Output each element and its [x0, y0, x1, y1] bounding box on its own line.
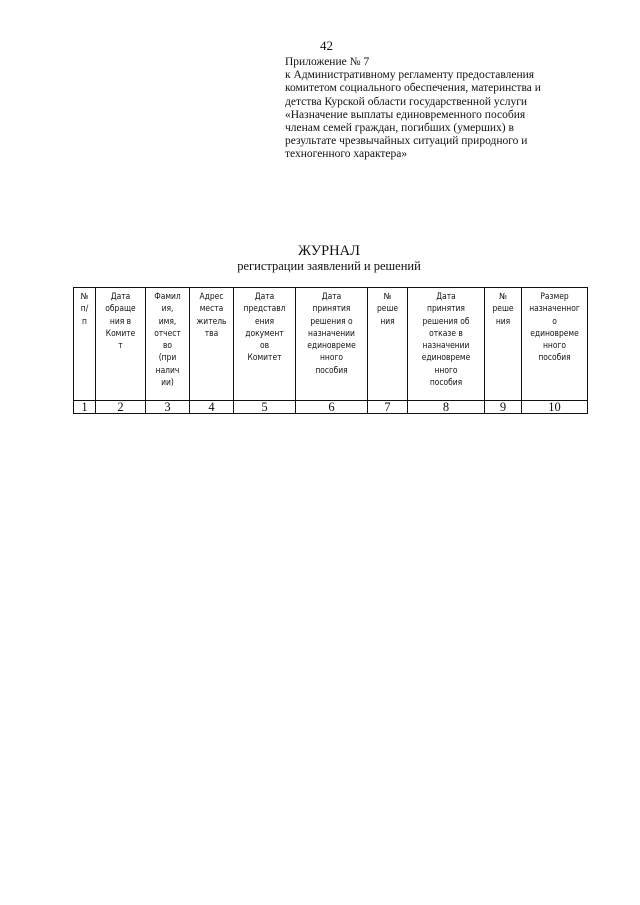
column-header: Размер назначенног о единовреме нного пособия: [522, 288, 588, 401]
column-header: № п/ п: [74, 288, 96, 401]
column-number: 4: [190, 401, 234, 414]
page-number: 42: [320, 38, 333, 53]
journal-subtitle: регистрации заявлений и решений: [237, 259, 421, 273]
column-number: 7: [368, 401, 408, 414]
appendix-line: детства Курской области государственной услуги: [285, 95, 528, 108]
registration-table: [73, 287, 588, 414]
column-number: 8: [408, 401, 485, 414]
column-number: 5: [234, 401, 296, 414]
column-number: 10: [522, 401, 588, 414]
column-header: Дата представл ения документ ов Комитет: [234, 288, 296, 401]
column-number: 6: [296, 401, 368, 414]
table-header-row: [74, 288, 588, 401]
appendix-line: результате чрезвычайных ситуаций природного и: [285, 135, 528, 148]
table-row: [74, 401, 588, 414]
appendix-line: к Административному регламенту предоставления: [285, 69, 535, 82]
appendix-line: Приложение № 7: [285, 56, 370, 68]
column-header: № реше ния: [368, 288, 408, 401]
appendix-line: «Назначение выплаты единовременного пособия: [285, 108, 526, 121]
column-header: Дата принятия решения об отказе в назначении единовреме нного пособия: [408, 288, 485, 401]
column-number: 9: [485, 401, 522, 414]
column-number: 1: [74, 401, 96, 414]
column-number: 3: [146, 401, 190, 414]
column-header: Дата принятия решения о назначении единовреме нного пособия: [296, 288, 368, 401]
column-number: 2: [96, 401, 146, 414]
appendix-line: комитетом социального обеспечения, материнства и: [285, 82, 541, 95]
column-header: Дата обраще ния в Комите т: [96, 288, 146, 401]
column-header: № реше ния: [485, 288, 522, 401]
journal-title: ЖУРНАЛ: [298, 243, 360, 259]
appendix-line: техногенного характера»: [285, 148, 408, 161]
appendix-line: членам семей граждан, погибших (умерших) в: [285, 122, 514, 135]
column-header: Адрес места житель тва: [190, 288, 234, 401]
appendix-block: [285, 56, 585, 162]
column-header: Фамил ия, имя, отчест во (при налич ии): [146, 288, 190, 401]
